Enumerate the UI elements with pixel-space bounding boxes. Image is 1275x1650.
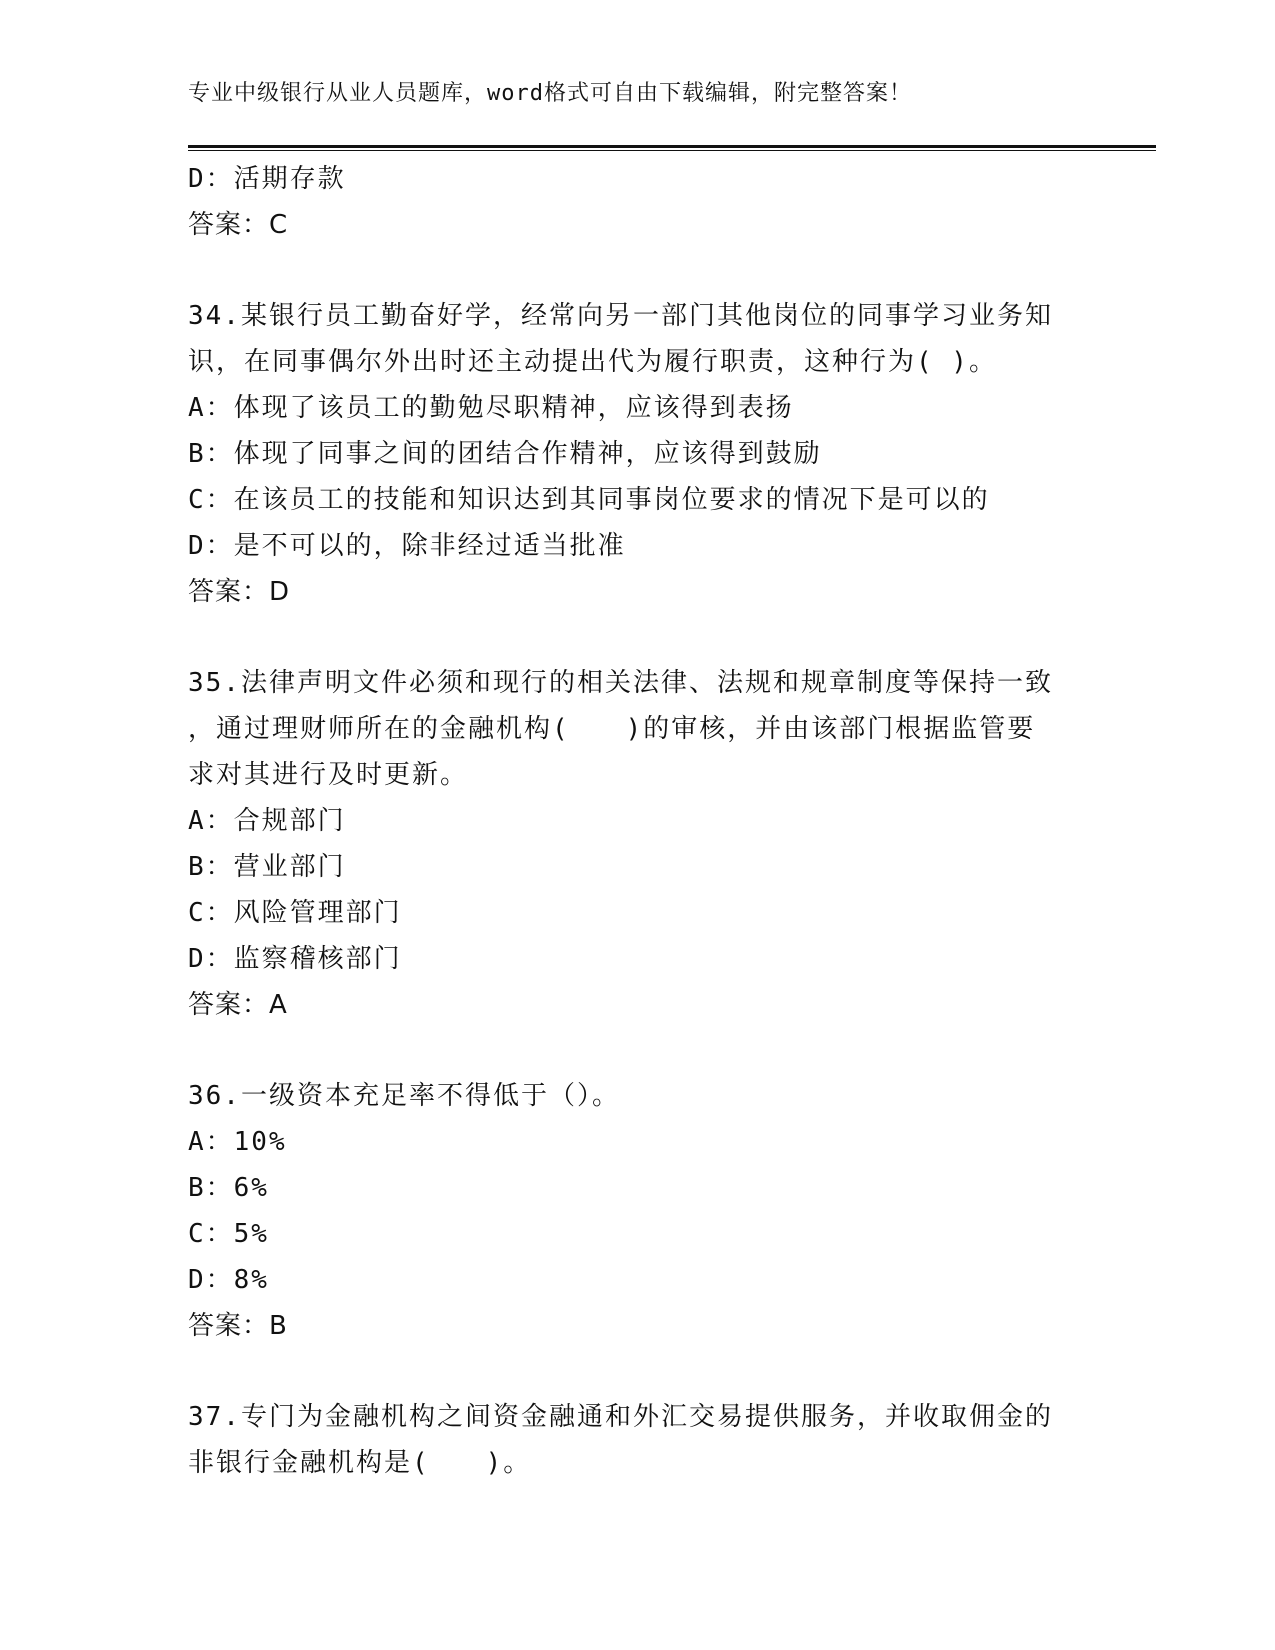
question-line: 37.专门为金融机构之间资金融通和外汇交易提供服务，并收取佣金的 [188, 1402, 1053, 1432]
option-line: B：体现了同事之间的团结合作精神，应该得到鼓励 [188, 439, 822, 469]
option-line: D：8% [188, 1265, 269, 1295]
question-line: 34.某银行员工勤奋好学，经常向另一部门其他岗位的同事学习业务知 [188, 301, 1053, 331]
answer-line: 答案：D [188, 577, 291, 607]
page-header: 专业中级银行从业人员题库，word格式可自由下载编辑，附完整答案！ [188, 81, 912, 106]
question-line: 求对其进行及时更新。 [188, 760, 469, 790]
question-line: 非银行金融机构是( )。 [188, 1448, 532, 1478]
question-line: 35.法律声明文件必须和现行的相关法律、法规和规章制度等保持一致 [188, 668, 1053, 698]
option-line: D：是不可以的，除非经过适当批准 [188, 531, 626, 561]
answer-line: 答案：A [188, 990, 288, 1020]
option-line: B：6% [188, 1173, 269, 1203]
question-line: ，通过理财师所在的金融机构( )的审核，并由该部门根据监管要 [188, 714, 1036, 744]
answer-line: 答案：C [188, 210, 289, 240]
option-line: B：营业部门 [188, 852, 346, 882]
answer-line: 答案：B [188, 1311, 288, 1341]
option-line: C：在该员工的技能和知识达到其同事岗位要求的情况下是可以的 [188, 485, 990, 515]
option-line: A：体现了该员工的勤勉尽职精神，应该得到表扬 [188, 393, 794, 423]
option-line: C：5% [188, 1219, 269, 1249]
option-line: D：监察稽核部门 [188, 944, 402, 974]
header-rule [188, 145, 1156, 148]
option-line: D：活期存款 [188, 164, 346, 194]
question-content [188, 156, 1088, 1486]
option-line: C：风险管理部门 [188, 898, 402, 928]
header-rule-thin [188, 150, 1156, 151]
question-line: 识，在同事偶尔外出时还主动提出代为履行职责，这种行为( )。 [188, 347, 997, 377]
option-line: A：10% [188, 1127, 287, 1157]
question-line: 36.一级资本充足率不得低于（）。 [188, 1081, 620, 1111]
option-line: A：合规部门 [188, 806, 346, 836]
